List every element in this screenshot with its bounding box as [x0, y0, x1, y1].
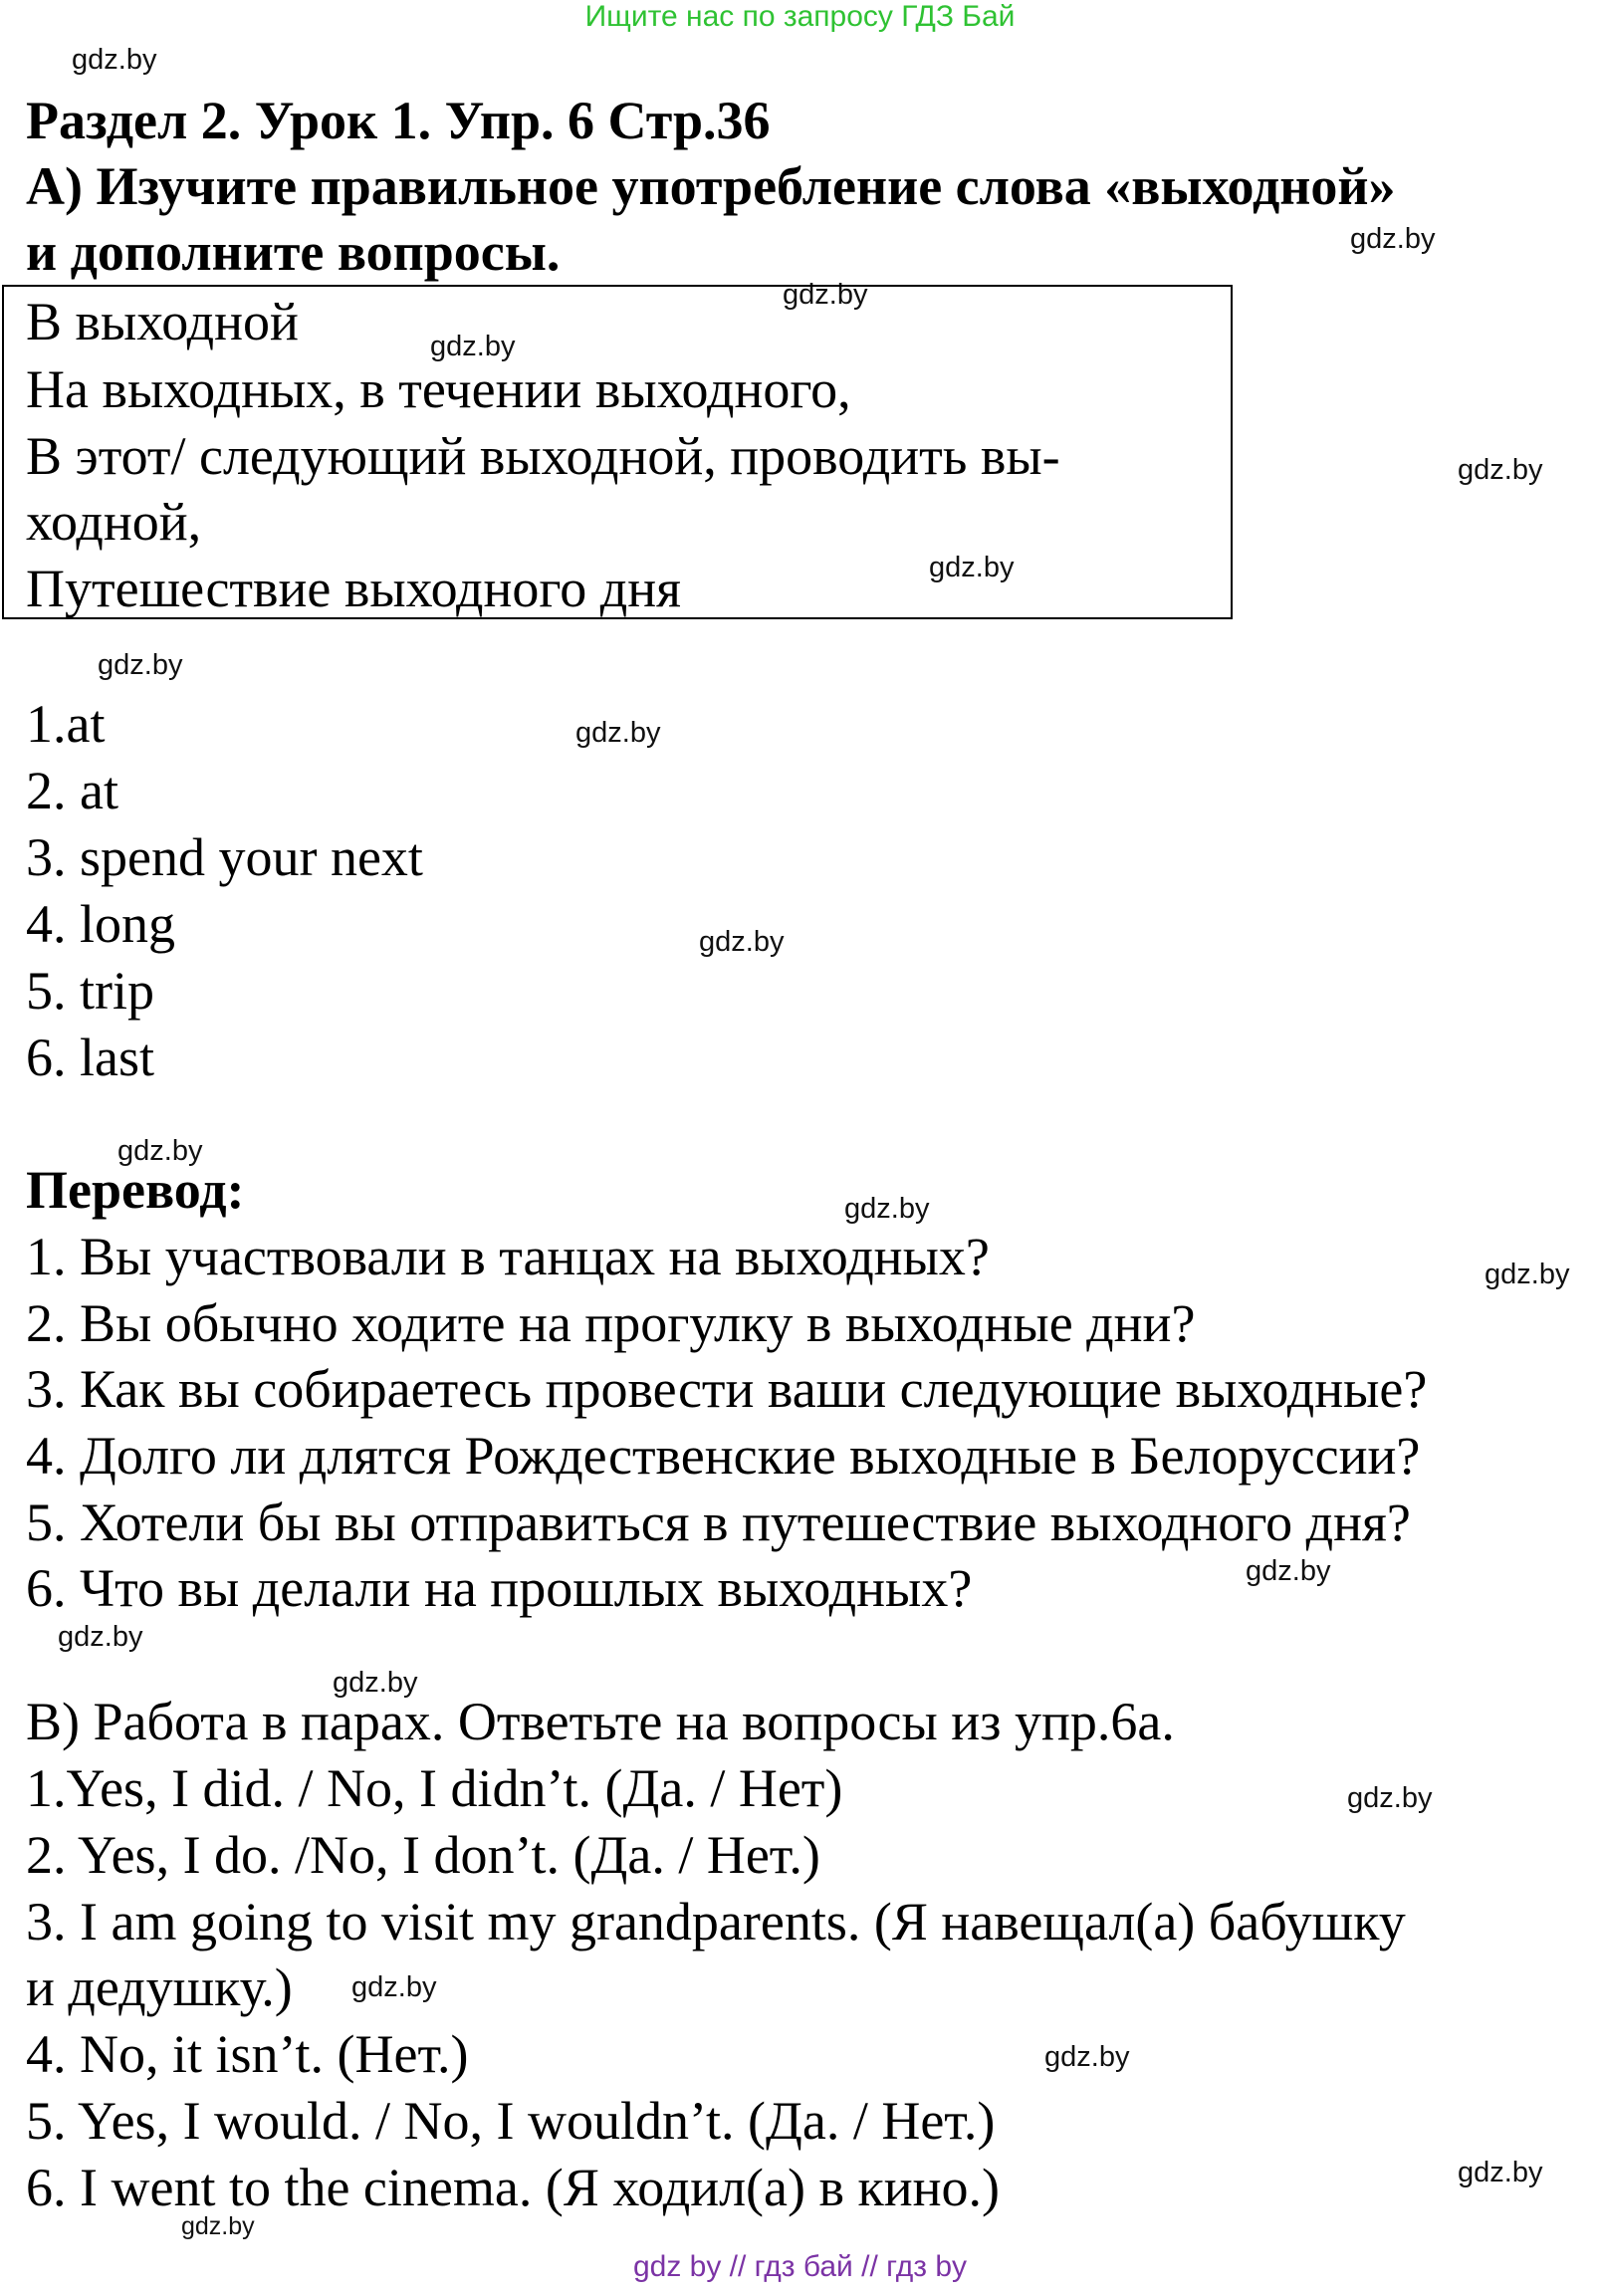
task-b-line: 3. I am going to visit my grandparents. (Я навещал(а) бабушку: [26, 1892, 1406, 1952]
answer-item: 2. at: [26, 761, 118, 820]
task-b-line: 2. Yes, I do. /No, I don’t. (Да. / Нет.): [26, 1825, 820, 1885]
task-b-line: 1.Yes, I did. / No, I didn’t. (Да. / Нет): [26, 1758, 843, 1818]
answer-item: 3. spend your next: [26, 827, 423, 887]
watermark: gdz.by: [98, 649, 183, 681]
task-a-heading-cont: и дополните вопросы.: [26, 222, 561, 282]
watermark: gdz.by: [1347, 1782, 1433, 1814]
translation-item: 6. Что вы делали на прошлых выходных?: [26, 1558, 973, 1618]
translation-item: 2. Вы обычно ходите на прогулку в выходные дни?: [26, 1293, 1196, 1353]
watermark: gdz.by: [351, 1971, 437, 2003]
box-line: На выходных, в течении выходного,: [26, 359, 851, 419]
answer-item: 1.at: [26, 694, 106, 754]
task-b-line: и дедушку.): [26, 1957, 293, 2017]
answer-item: 5. trip: [26, 961, 154, 1021]
watermark: gdz.by: [1246, 1555, 1331, 1587]
watermark: gdz.by: [1458, 454, 1543, 486]
watermark: gdz.by: [58, 1621, 143, 1653]
task-b-line: 5. Yes, I would. / No, I wouldn’t. (Да. / Нет.): [26, 2091, 996, 2151]
box-line: В этот/ следующий выходной, проводить вы-: [26, 426, 1060, 486]
box-line: В выходной: [26, 292, 299, 351]
watermark: gdz.by: [1458, 2157, 1543, 2188]
watermark: gdz.by: [699, 926, 785, 958]
search-banner[interactable]: Ищите нас по запросу ГДЗ Бай: [584, 0, 1016, 33]
watermark: gdz.by: [783, 279, 868, 311]
box-line: Путешествие выходного дня: [26, 559, 681, 618]
translation-heading: Перевод:: [26, 1160, 245, 1220]
watermark: gdz.by: [1485, 1259, 1570, 1290]
translation-item: 4. Долго ли длятся Рождественские выходные в Белоруссии?: [26, 1426, 1421, 1486]
task-b-heading: В) Работа в парах. Ответьте на вопросы из упр.6а.: [26, 1692, 1175, 1751]
answer-item: 4. long: [26, 894, 176, 954]
task-b-line: 4. No, it isn’t. (Нет.): [26, 2024, 469, 2084]
translation-item: 1. Вы участвовали в танцах на выходных?: [26, 1227, 990, 1286]
watermark: gdz.by: [929, 552, 1015, 583]
task-a-heading: А) Изучите правильное употребление слова «выходной»: [26, 156, 1396, 216]
watermark: gdz.by: [181, 2212, 255, 2240]
translation-item: 5. Хотели бы вы отправиться в путешествие выходного дня?: [26, 1492, 1411, 1552]
watermark: gdz.by: [844, 1193, 930, 1225]
footer-links[interactable]: gdz by // гдз бай // гдз by: [632, 2250, 968, 2283]
watermark: gdz.by: [117, 1135, 203, 1167]
watermark: gdz.by: [430, 331, 516, 362]
task-b-line: 6. I went to the cinema. (Я ходил(а) в кино.): [26, 2158, 1000, 2217]
page-title: Раздел 2. Урок 1. Упр. 6 Стр.36: [26, 91, 771, 150]
watermark: gdz.by: [333, 1667, 418, 1699]
watermark: gdz.by: [1044, 2041, 1130, 2073]
watermark: gdz.by: [1350, 223, 1436, 255]
translation-item: 3. Как вы собираетесь провести ваши следующие выходные?: [26, 1359, 1428, 1419]
answer-item: 6. last: [26, 1028, 154, 1087]
box-line: ходной,: [26, 492, 202, 552]
watermark: gdz.by: [72, 44, 157, 76]
watermark: gdz.by: [575, 717, 661, 749]
